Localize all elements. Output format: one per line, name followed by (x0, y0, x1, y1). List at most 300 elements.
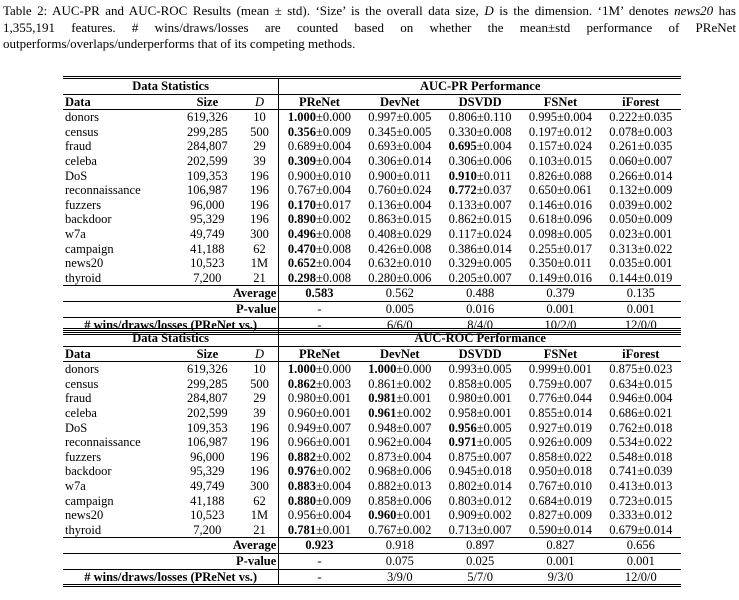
score-cell (360, 242, 440, 257)
score-std: ±0.004 (557, 110, 593, 125)
score-mean: 0.862 (448, 212, 477, 227)
score-std: ±0.009 (316, 493, 352, 508)
score-mean: 0.949 (287, 420, 317, 435)
dataset-size: 95,329 (190, 212, 225, 227)
score-cell (601, 110, 681, 125)
data-statistics-heading: Data Statistics (63, 330, 279, 347)
score-mean: 0.632 (368, 256, 397, 271)
auc-pr-table (63, 76, 681, 335)
table-row (63, 494, 681, 509)
score-cell (520, 139, 600, 154)
table-row (63, 110, 681, 125)
score-mean: 0.875 (609, 362, 638, 377)
pvalue-label: P-value (63, 301, 279, 317)
col-header-method: PReNet (279, 94, 360, 110)
summary-cell: 0.488 (440, 286, 520, 302)
score-cell (601, 125, 681, 140)
score-std: ±0.021 (637, 405, 673, 420)
score-mean: 0.695 (448, 139, 477, 154)
score-std: ±0.004 (316, 153, 352, 168)
score-std: ±0.004 (316, 139, 352, 154)
score-cell (601, 242, 681, 257)
score-std: ±0.001 (316, 391, 352, 406)
score-cell (440, 450, 520, 465)
summary-cell: 3/9/0 (360, 569, 440, 586)
table-row (63, 435, 681, 450)
score-std: ±0.014 (557, 405, 593, 420)
table-row (63, 183, 681, 198)
score-mean: 1.000 (368, 362, 397, 377)
score-mean: 0.345 (368, 124, 397, 139)
col-header-method: DSVDD (440, 94, 520, 110)
score-cell (601, 362, 681, 377)
score-cell (520, 362, 600, 377)
table-row (63, 154, 681, 169)
score-mean: 0.900 (368, 168, 397, 183)
score-cell (360, 494, 440, 509)
score-mean: 0.806 (448, 110, 477, 125)
score-cell (440, 154, 520, 169)
score-mean: 0.858 (368, 493, 397, 508)
score-std: ±0.022 (557, 449, 593, 464)
score-mean: 0.133 (448, 197, 477, 212)
score-cell (360, 183, 440, 198)
dataset-dimension: 196 (241, 198, 279, 213)
score-cell (520, 479, 600, 494)
score-cell (360, 508, 440, 523)
score-std: ±0.008 (316, 226, 352, 241)
wins-draws-losses-label: # wins/draws/losses (PReNet vs.) (63, 569, 279, 586)
dataset-name: donors (65, 362, 100, 377)
score-mean: 0.713 (448, 522, 477, 537)
score-cell (520, 271, 600, 286)
dataset-size: 95,329 (190, 464, 225, 479)
score-mean: 0.330 (448, 124, 477, 139)
pvalue-row (63, 553, 681, 569)
score-cell (440, 139, 520, 154)
dataset-name: fuzzers (65, 449, 102, 464)
score-std: ±0.007 (476, 197, 512, 212)
dataset-name: thyroid (63, 523, 174, 538)
score-cell (360, 450, 440, 465)
score-cell (601, 421, 681, 436)
table-row (63, 227, 681, 242)
score-std: ±0.018 (557, 464, 593, 479)
score-cell (360, 377, 440, 392)
score-cell (279, 212, 360, 227)
score-std: ±0.001 (637, 226, 673, 241)
summary-cell: - (279, 569, 360, 586)
score-cell (279, 362, 360, 377)
col-header-method: FSNet (520, 94, 600, 110)
score-cell (440, 110, 520, 125)
table-row (63, 242, 681, 257)
average-row (63, 538, 681, 554)
score-mean: 0.926 (528, 435, 558, 450)
score-mean: 0.684 (528, 493, 558, 508)
col-header-data: Data (63, 346, 174, 362)
summary-cell: 0.918 (360, 538, 440, 554)
score-cell (520, 377, 600, 392)
score-std: ±0.004 (316, 478, 352, 493)
score-std: ±0.005 (396, 110, 432, 125)
score-mean: 0.862 (287, 376, 317, 391)
score-cell (440, 125, 520, 140)
score-mean: 0.333 (609, 508, 638, 523)
dataset-dimension: 500 (241, 377, 279, 392)
score-cell (440, 271, 520, 286)
caption-text-3: has 1,355,191 features. # wins/draws/losses are counted based on whether the mean±std performance of PReNet outperforms/overlaps/underperforms that of its competing methods. (3, 3, 736, 51)
dataset-dimension: 21 (241, 523, 279, 538)
dataset-size: 109,353 (187, 168, 228, 183)
dataset-size: 49,749 (190, 226, 225, 241)
score-std: ±0.035 (637, 110, 673, 125)
score-mean: 0.971 (448, 435, 477, 450)
score-mean: 0.880 (287, 493, 317, 508)
dataset-name: reconnaissance (65, 435, 141, 450)
score-cell (601, 479, 681, 494)
score-mean: 0.956 (287, 508, 317, 523)
summary-cell: 0.379 (520, 286, 600, 302)
score-mean: 0.883 (287, 478, 317, 493)
score-mean: 0.023 (609, 226, 638, 241)
score-std: ±0.005 (476, 362, 512, 377)
score-mean: 0.039 (609, 197, 638, 212)
score-cell (360, 435, 440, 450)
score-cell (279, 125, 360, 140)
table-row (63, 362, 681, 377)
dataset-size: 109,353 (187, 420, 228, 435)
score-std: ±0.016 (557, 197, 593, 212)
performance-heading: AUC-PR Performance (279, 78, 681, 95)
dataset-dimension: 196 (241, 212, 279, 227)
score-cell (601, 464, 681, 479)
dataset-dimension: 196 (241, 183, 279, 198)
score-mean: 0.741 (609, 464, 638, 479)
score-mean: 0.767 (287, 183, 317, 198)
score-mean: 0.993 (448, 362, 477, 377)
score-mean: 0.136 (368, 197, 397, 212)
score-cell (279, 450, 360, 465)
score-mean: 0.078 (609, 124, 638, 139)
score-mean: 0.945 (448, 464, 477, 479)
score-mean: 0.266 (609, 168, 638, 183)
summary-cell: 0.001 (520, 301, 600, 317)
dataset-name: donors (65, 110, 100, 125)
col-header-dimension: D (241, 346, 279, 362)
summary-cell: 6/6/0 (360, 317, 440, 334)
data-statistics-heading: Data Statistics (63, 78, 279, 95)
score-std: ±0.024 (476, 226, 512, 241)
score-mean: 0.958 (448, 405, 477, 420)
score-cell (279, 523, 360, 538)
score-mean: 0.946 (609, 391, 638, 406)
score-cell (520, 391, 600, 406)
summary-cell: 9/3/0 (520, 569, 600, 586)
score-std: ±0.004 (316, 183, 352, 198)
score-cell (440, 169, 520, 184)
table-row (63, 212, 681, 227)
score-mean: 0.035 (609, 256, 638, 271)
score-cell (440, 523, 520, 538)
score-cell (360, 139, 440, 154)
score-cell (440, 198, 520, 213)
score-cell (360, 523, 440, 538)
score-cell (279, 421, 360, 436)
dataset-size: 49,749 (190, 478, 225, 493)
score-std: ±0.002 (316, 464, 352, 479)
summary-cell: - (279, 301, 360, 317)
score-cell (279, 198, 360, 213)
column-header-row (63, 346, 681, 362)
score-std: ±0.019 (557, 493, 593, 508)
score-cell (279, 154, 360, 169)
score-mean: 0.803 (448, 493, 477, 508)
score-mean: 0.408 (368, 226, 397, 241)
dataset-name: DoS (65, 420, 88, 435)
score-std: ±0.004 (476, 139, 512, 154)
score-mean: 0.146 (528, 197, 558, 212)
table-row (63, 169, 681, 184)
col-header-size: Size (174, 346, 241, 362)
score-std: ±0.001 (396, 391, 432, 406)
dataset-name: celeba (65, 405, 97, 420)
score-std: ±0.006 (476, 153, 512, 168)
table-row (63, 198, 681, 213)
score-cell (601, 508, 681, 523)
col-header-method: iForest (601, 346, 681, 362)
col-header-method: DSVDD (440, 346, 520, 362)
score-std: ±0.001 (316, 522, 352, 537)
score-cell (440, 464, 520, 479)
score-std: ±0.001 (476, 405, 512, 420)
col-header-data: Data (63, 94, 174, 110)
score-cell (601, 523, 681, 538)
score-std: ±0.002 (316, 212, 352, 227)
score-cell (601, 256, 681, 271)
score-mean: 0.050 (609, 212, 638, 227)
score-mean: 0.999 (528, 362, 558, 377)
score-std: ±0.001 (316, 435, 352, 450)
score-std: ±0.011 (476, 168, 512, 183)
score-mean: 0.980 (448, 391, 477, 406)
score-mean: 0.280 (368, 270, 397, 285)
score-cell (279, 169, 360, 184)
score-mean: 0.961 (368, 405, 397, 420)
dataset-size: 202,599 (187, 405, 228, 420)
score-mean: 0.723 (609, 493, 638, 508)
score-mean: 0.426 (368, 241, 397, 256)
score-cell (279, 435, 360, 450)
score-cell (520, 450, 600, 465)
dataset-dimension: 29 (241, 391, 279, 406)
table-row (63, 256, 681, 271)
dataset-size: 202,599 (187, 153, 228, 168)
score-mean: 0.981 (368, 391, 397, 406)
table-row (63, 406, 681, 421)
summary-cell: 12/0/0 (601, 569, 681, 586)
score-mean: 0.827 (528, 508, 558, 523)
score-std: ±0.011 (396, 168, 432, 183)
score-cell (279, 479, 360, 494)
score-cell (360, 227, 440, 242)
summary-cell: 0.923 (279, 538, 360, 554)
score-std: ±0.015 (557, 153, 593, 168)
score-std: ±0.002 (396, 405, 432, 420)
score-std: ±0.004 (396, 435, 432, 450)
score-mean: 0.802 (448, 478, 477, 493)
score-std: ±0.018 (637, 420, 673, 435)
wins-draws-losses-row (63, 569, 681, 586)
score-cell (440, 421, 520, 436)
dataset-name: news20 (65, 508, 104, 523)
score-mean: 0.590 (528, 522, 558, 537)
score-cell (520, 154, 600, 169)
score-cell (601, 435, 681, 450)
score-std: ±0.005 (476, 256, 512, 271)
score-std: ±0.005 (476, 435, 512, 450)
score-cell (601, 271, 681, 286)
score-std: ±0.019 (637, 270, 673, 285)
score-mean: 0.776 (528, 391, 558, 406)
dataset-dimension: 62 (241, 494, 279, 509)
score-std: ±0.018 (476, 464, 512, 479)
dataset-size: 41,188 (190, 493, 225, 508)
score-cell (279, 110, 360, 125)
score-std: ±0.004 (637, 391, 673, 406)
score-std: ±0.013 (637, 478, 673, 493)
score-std: ±0.002 (396, 376, 432, 391)
summary-cell: 0.075 (360, 553, 440, 569)
score-std: ±0.039 (637, 464, 673, 479)
score-mean: 0.386 (448, 241, 477, 256)
score-mean: 0.149 (528, 270, 558, 285)
caption-dim-symbol: D (484, 3, 494, 18)
score-std: ±0.009 (637, 212, 673, 227)
summary-cell: 0.001 (601, 553, 681, 569)
score-std: ±0.024 (396, 183, 432, 198)
table-row (63, 464, 681, 479)
dataset-size: 41,188 (190, 241, 225, 256)
score-std: ±0.110 (476, 110, 512, 125)
dataset-name: reconnaissance (65, 183, 141, 198)
score-mean: 0.950 (528, 464, 558, 479)
score-mean: 0.882 (368, 478, 397, 493)
score-std: ±0.006 (396, 493, 432, 508)
score-mean: 0.910 (448, 168, 477, 183)
dataset-size: 284,807 (187, 139, 228, 154)
score-std: ±0.012 (637, 508, 673, 523)
dataset-name: census (65, 124, 99, 139)
score-std: ±0.008 (316, 241, 352, 256)
score-std: ±0.012 (476, 493, 512, 508)
table-row (63, 377, 681, 392)
dataset-size: 299,285 (187, 124, 228, 139)
score-mean: 0.548 (609, 449, 638, 464)
score-std: ±0.005 (476, 376, 512, 391)
score-mean: 0.966 (287, 435, 317, 450)
score-cell (520, 183, 600, 198)
score-mean: 0.618 (528, 212, 558, 227)
score-std: ±0.015 (476, 212, 512, 227)
score-std: ±0.005 (557, 226, 593, 241)
score-std: ±0.011 (557, 256, 592, 271)
score-cell (360, 421, 440, 436)
score-std: ±0.010 (316, 168, 352, 183)
score-cell (601, 227, 681, 242)
dataset-size: 10,523 (190, 508, 225, 523)
score-mean: 0.767 (368, 522, 397, 537)
score-mean: 0.781 (287, 522, 317, 537)
score-std: ±0.004 (316, 256, 352, 271)
caption-text-2: is the dimension. ‘1M’ denotes (493, 3, 675, 18)
dataset-dimension: 21 (241, 271, 279, 286)
col-header-dimension: D (241, 94, 279, 110)
score-mean: 0.413 (609, 478, 638, 493)
score-std: ±0.022 (637, 435, 673, 450)
score-mean: 0.496 (287, 226, 317, 241)
score-mean: 0.997 (368, 110, 397, 125)
score-mean: 0.470 (287, 241, 317, 256)
score-std: ±0.009 (557, 508, 593, 523)
score-cell (440, 212, 520, 227)
dataset-name: w7a (65, 226, 86, 241)
dataset-dimension: 196 (241, 450, 279, 465)
summary-cell: - (279, 317, 360, 334)
score-mean: 0.927 (528, 420, 558, 435)
summary-cell: 0.135 (601, 286, 681, 302)
score-cell (440, 227, 520, 242)
score-cell (440, 435, 520, 450)
score-mean: 0.686 (609, 405, 638, 420)
dataset-size: 96,000 (190, 449, 225, 464)
score-std: ±0.000 (316, 362, 352, 377)
score-mean: 0.679 (609, 522, 638, 537)
col-header-method: FSNet (520, 346, 600, 362)
score-mean: 0.760 (368, 183, 397, 198)
score-mean: 0.205 (448, 270, 477, 285)
score-mean: 0.117 (448, 226, 477, 241)
dataset-dimension: 10 (241, 362, 279, 377)
score-mean: 0.060 (609, 153, 638, 168)
score-cell (279, 242, 360, 257)
score-cell (601, 169, 681, 184)
dataset-size: 299,285 (187, 376, 228, 391)
score-cell (360, 125, 440, 140)
dataset-size: 619,326 (187, 110, 228, 125)
score-cell (279, 227, 360, 242)
dataset-size: 7,200 (174, 523, 241, 538)
average-row (63, 286, 681, 302)
dataset-dimension: 196 (241, 435, 279, 450)
score-std: ±0.014 (396, 153, 432, 168)
score-cell (279, 139, 360, 154)
score-std: ±0.044 (557, 391, 593, 406)
summary-cell: 8/4/0 (440, 317, 520, 334)
dataset-dimension: 29 (241, 139, 279, 154)
score-cell (440, 508, 520, 523)
score-std: ±0.014 (637, 168, 673, 183)
dataset-dimension: 196 (241, 421, 279, 436)
score-cell (440, 494, 520, 509)
score-mean: 0.197 (528, 124, 558, 139)
score-mean: 0.689 (287, 139, 317, 154)
summary-cell: 5/7/0 (440, 569, 520, 586)
score-std: ±0.019 (557, 420, 593, 435)
score-std: ±0.005 (396, 124, 432, 139)
score-mean: 0.995 (528, 110, 558, 125)
score-cell (520, 125, 600, 140)
